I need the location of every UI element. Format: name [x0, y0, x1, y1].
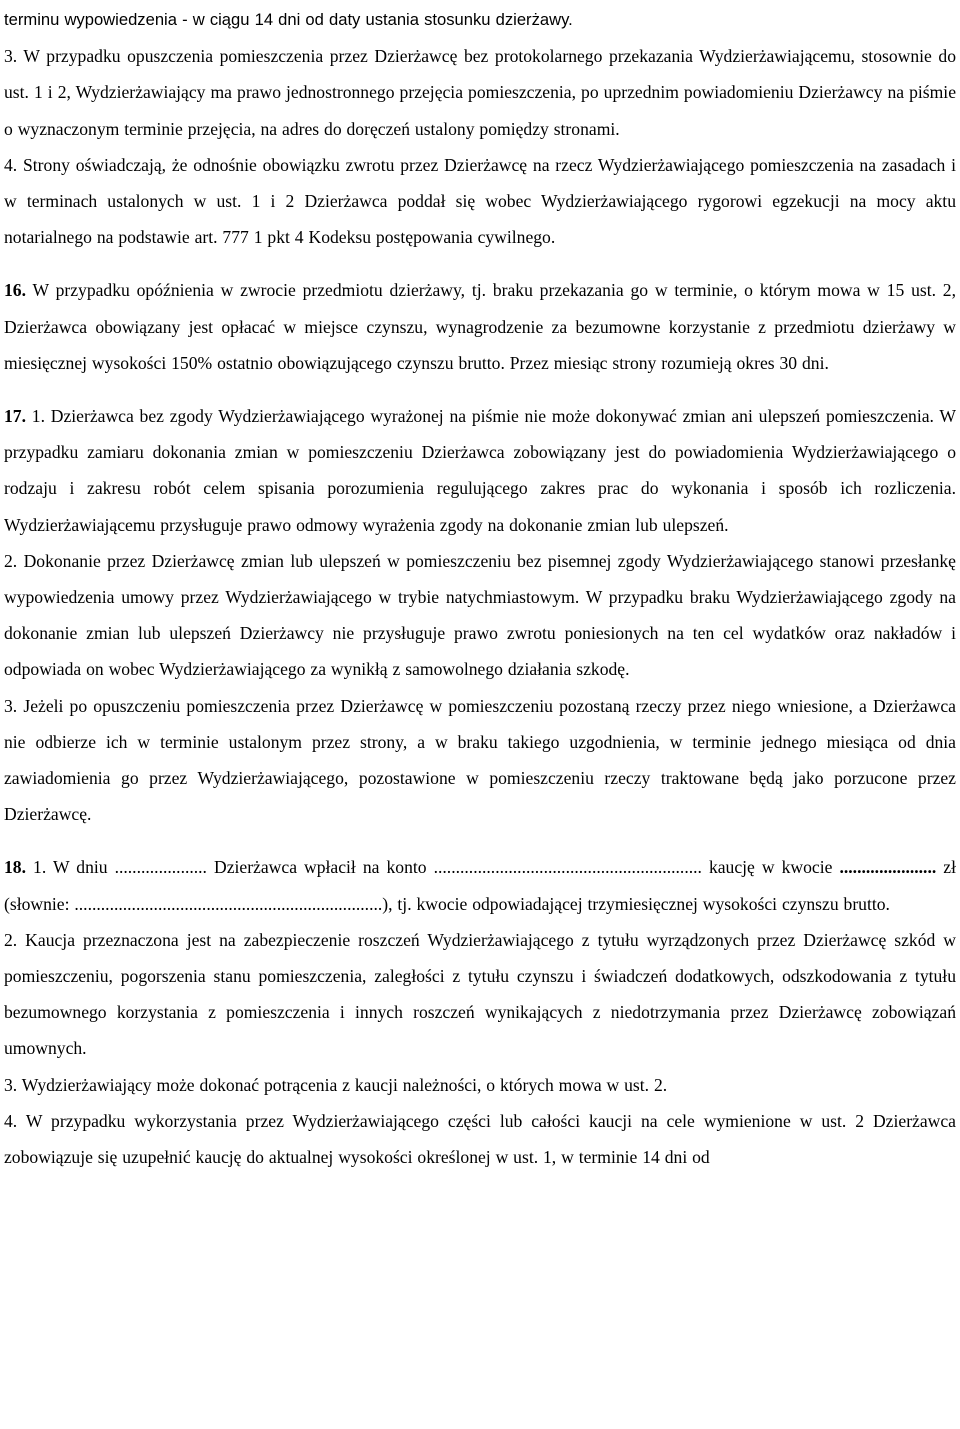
section-18-number: 18.	[4, 857, 26, 878]
section-18-text-1c: zł (słownie: ......................................................................), tj. kwocie odpowiadającej trzymiesięcznej wysokości czynszu brutto.	[4, 857, 956, 914]
section-spacer	[4, 381, 956, 398]
section-16	[4, 272, 956, 381]
section-17-paragraph-3: 3. Jeżeli po opuszczeniu pomieszczenia przez Dzierżawcę w pomieszczeniu pozostaną rzeczy przez niego wniesione, a Dzierżawca nie odbierze ich w terminie ustalonym przez strony, a w braku takiego uzgodnienia, w terminie jednego miesiąca od dnia zawiadomienia go przez Wydzierżawiającego, pozostawione w pomieszczeniu rzeczy traktowane będą jako porzucone przez Dzierżawcę.	[4, 695, 956, 825]
section-18-paragraph-4: 4. W przypadku wykorzystania przez Wydzierżawiającego części lub całości kaucji na cele wymienione w ust. 2 Dzierżawca zobowiązuje się uzupełnić kaucję do aktualnej wysokości określonej w ust. 1, w terminie 14 dni od	[4, 1110, 956, 1168]
paragraph-termination-deadline: terminu wypowiedzenia - w ciągu 14 dni od daty ustania stosunku dzierżawy.	[4, 10, 573, 29]
section-16-number: 16.	[4, 280, 26, 301]
paragraph-enforcement-submission: 4. Strony oświadczają, że odnośnie obowiązku zwrotu przez Dzierżawcę na rzecz Wydzierżawiającego pomieszczenia na zasadach i w terminach ustalonych w ust. 1 i 2 Dzierżawca poddał się wobec Wydzierżawiającego rygorowi egzekucji na mocy aktu notarialnego na podstawie art. 777 1 pkt 4 Kodeksu postępowania cywilnego.	[4, 154, 956, 248]
section-spacer	[4, 255, 956, 272]
section-17-text-1: 1. Dzierżawca bez zgody Wydzierżawiającego wyrażonej na piśmie nie może dokonywać zmian ani ulepszeń pomieszczenia. W przypadku zamiaru dokonania zmian w pomieszczeniu Dzierżawca zobowiązany jest do powiadomienia Wydzierżawiającego o rodzaju i zakresu robót celem spisania porozumienia regulującego zakres prac do wykonania i sposób ich rozliczenia. Wydzierżawiającemu przysługuje prawo odmowy wyrażenia zgody na dokonanie zmian lub ulepszeń.	[4, 406, 956, 535]
section-17-number: 17.	[4, 406, 26, 427]
section-spacer	[4, 832, 956, 849]
section-18-paragraph-3: 3. Wydzierżawiający może dokonać potrącenia z kaucji należności, o których mowa w ust. 2.	[4, 1074, 668, 1095]
deposit-amount-blank: ......................	[839, 857, 937, 878]
section-18-paragraph-1	[4, 849, 956, 921]
section-17-paragraph-2: 2. Dokonanie przez Dzierżawcę zmian lub ulepszeń w pomieszczeniu bez pisemnej zgody Wydzierżawiającego stanowi przesłankę wypowiedzenia umowy przez Wydzierżawiającego w trybie natychmiastowym. W przypadku braku Wydzierżawiającego zgody na dokonanie zmian lub ulepszeń Dzierżawcy nie przysługuje prawo zwrotu poniesionych na ten cel wydatków oraz nakładów i odpowiada on wobec Wydzierżawiającego za wynikłą z samowolnego działania szkodę.	[4, 550, 956, 680]
paragraph-unprotocoled-vacating: 3. W przypadku opuszczenia pomieszczenia przez Dzierżawcę bez protokolarnego przekazania Wydzierżawiającemu, stosownie do ust. 1 i 2, Wydzierżawiający ma prawo jednostronnego przejęcia pomieszczenia, po uprzednim powiadomieniu Dzierżawcy na piśmie o wyznaczonym terminie przejęcia, na adres do doręczeń ustalony pomiędzy stronami.	[4, 46, 956, 139]
section-18-text-1a: 1. W dniu ..................... Dzierżawca wpłacił na konto ............................................................. kaucję w kwocie	[26, 857, 840, 878]
section-18-paragraph-2: 2. Kaucja przeznaczona jest na zabezpieczenie roszczeń Wydzierżawiającego z tytułu wyrządzonych przez Dzierżawcę szkód w pomieszczeniu, pogorszenia stanu pomieszczenia, zaległości z tytułu czynszu i świadczeń dodatkowych, odszkodowania z tytułu bezumownego korzystania z pomieszczenia i innych roszczeń wynikających z niedotrzymania przez Dzierżawcę zobowiązań umownych.	[4, 929, 956, 1059]
document-page	[4, 2, 956, 1175]
section-17-paragraph-1	[4, 398, 956, 543]
section-16-text: W przypadku opóźnienia w zwrocie przedmiotu dzierżawy, tj. braku przekazania go w terminie, o którym mowa w 15 ust. 2, Dzierżawca obowiązany jest opłacać w miejsce czynszu, wynagrodzenie za bezumowne korzystanie z przedmiotu dzierżawy w miesięcznej wysokości 150% ostatnio obowiązującego czynszu brutto. Przez miesiąc strony rozumieją okres 30 dni.	[4, 280, 956, 373]
